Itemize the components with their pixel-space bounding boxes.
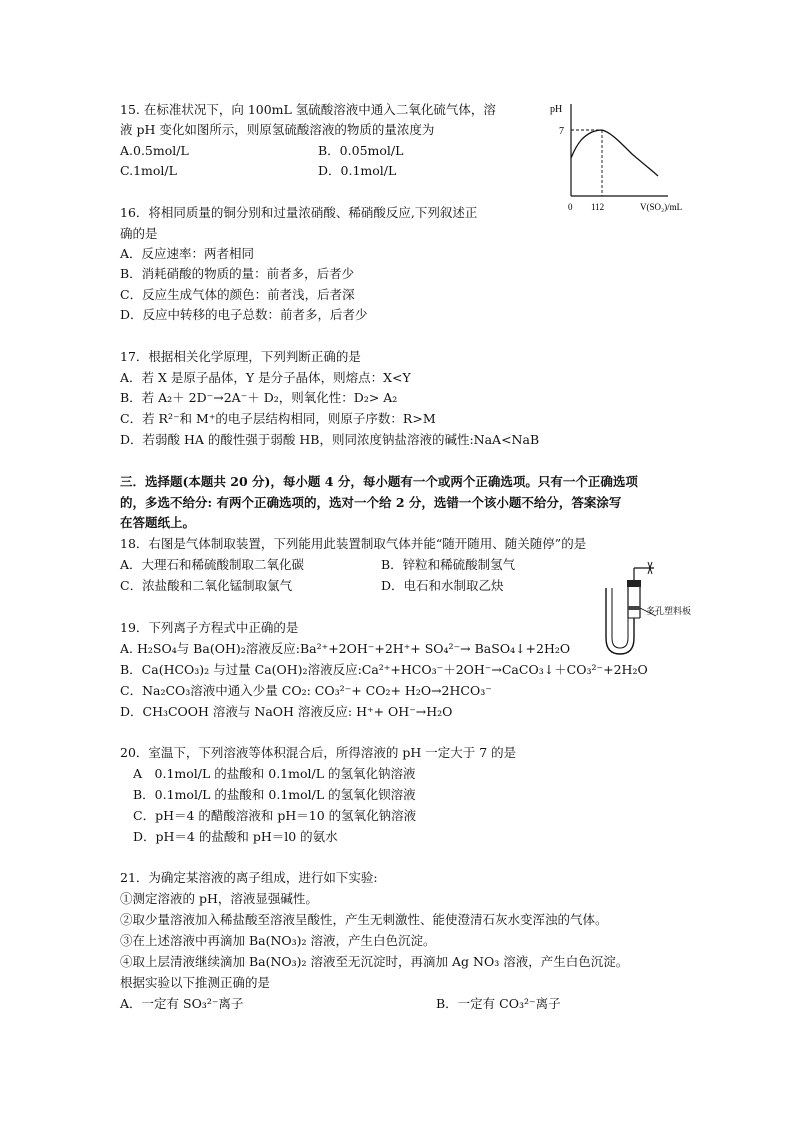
q21-stem: 21．为确定某溶液的离子组成，进行如下实验: (120, 870, 378, 885)
q16-option-a: A．反应速率：两者相同 (120, 246, 255, 261)
ph-graph-x-label: V(SO₂)/mL (640, 202, 683, 212)
q19-option-c: C．Na₂CO₃溶液中通入少量 CO₂: CO₃²⁻+ CO₂+ H₂O→2HCO₃⁻ (120, 683, 492, 698)
ph-graph-x-tick: 112 (591, 202, 605, 212)
q20-option-b: B．0.1mol/L 的盐酸和 0.1mol/L 的氢氧化钡溶液 (133, 787, 416, 802)
q21-step1: ①测定溶液的 pH，溶液显强碱性。 (120, 891, 318, 906)
ph-graph-y-label: pH (550, 104, 563, 115)
stopper-icon (627, 580, 641, 587)
q18-option-d: D．电石和水制取乙炔 (381, 578, 504, 593)
q16-option-c: C．反应生成气体的颜色：前者浅，后者深 (120, 287, 355, 302)
q19-option-a: A. H₂SO₄与 Ba(OH)₂溶液反应:Ba²⁺+2OH⁻+2H⁺+ SO₄²⁻→ BaSO₄↓+2H₂O (120, 641, 571, 656)
q21-option-a: A．一定有 SO₃²⁻离子 (120, 996, 244, 1011)
q18-option-b: B．锌粒和稀硫酸制氢气 (381, 557, 516, 572)
q18-figure-label: 多孔塑料板 (646, 607, 692, 617)
section3-line3: 在答题纸上。 (120, 515, 196, 530)
q21-option-b: B．一定有 CO₃²⁻离子 (436, 996, 561, 1011)
q15-option-b: B．0.05mol/L (318, 143, 404, 158)
q19-option-b: B．Ca(HCO₃)₂ 与过量 Ca(OH)₂溶液反应:Ca²⁺+HCO₃⁻＋2OH⁻→CaCO₃↓＋CO₃²⁻+2H₂O (120, 662, 648, 677)
q17-option-a: A．若 X 是原子晶体，Y 是分子晶体，则熔点：X<Y (120, 370, 411, 385)
q16-stem-line1: 16．将相同质量的铜分别和过量浓硝酸、稀硝酸反应,下列叙述正 (120, 205, 478, 220)
q18-stem: 18．右图是气体制取装置，下列能用此装置制取气体并能“随开随用、随关随停”的是 (120, 536, 587, 551)
ph-graph-x-origin: 0 (568, 202, 573, 212)
q15-option-d: D．0.1mol/L (318, 163, 397, 178)
q21-step3: ③在上述溶液中再滴加 Ba(NO₃)₂ 溶液，产生白色沉淀。 (120, 933, 436, 948)
q17-stem: 17．根据相关化学原理，下列判断正确的是 (120, 349, 361, 364)
q20-stem: 20．室温下，下列溶液等体积混合后，所得溶液的 pH 一定大于 7 的是 (120, 745, 517, 760)
q18-option-a: A．大理石和稀硫酸制取二氧化碳 (120, 557, 305, 572)
q15-stem-line1: 15. 在标准状况下，向 100mL 氢硫酸溶液中通入二氧化硫气体，溶 (120, 102, 496, 117)
ph-graph-y-tick: 7 (559, 126, 564, 137)
q21-conclusion: 根据实验以下推测正确的是 (120, 975, 271, 990)
q20-option-a: A 0.1mol/L 的盐酸和 0.1mol/L 的氢氧化钠溶液 (133, 766, 416, 781)
q19-stem: 19．下列离子方程式中正确的是 (120, 620, 299, 635)
q16-option-b: B．消耗硝酸的物质的量：前者多，后者少 (120, 266, 355, 281)
q19-option-d: D．CH₃COOH 溶液与 NaOH 溶液反应: H⁺+ OH⁻→H₂O (120, 704, 453, 719)
q17-option-c: C．若 R²⁻和 M⁺的电子层结构相同，则原子序数：R>M (120, 411, 436, 426)
q20-option-d: D．pH＝4 的盐酸和 pH＝l0 的氨水 (133, 829, 338, 844)
section3-line1: 三．选择题(本题共 20 分)，每小题 4 分，每小题有一个或两个正确选项。只有一个正确选项 (120, 474, 638, 489)
q17-option-d: D．若弱酸 HA 的酸性强于弱酸 HB，则同浓度钠盐溶液的碱性:NaA<NaB (120, 432, 540, 447)
q20-option-c: C．pH＝4 的醋酸溶液和 pH＝10 的氢氧化钠溶液 (133, 808, 417, 823)
q17-option-b: B．若 A₂＋ 2D⁻→2A⁻＋ D₂，则氧化性：D₂> A₂ (120, 390, 398, 405)
q21-step4: ④取上层清液继续滴加 Ba(NO₃)₂ 溶液至无沉淀时，再滴加 Ag NO₃ 溶液，产生白色沉淀。 (120, 954, 629, 969)
porous-plate-icon (628, 606, 640, 610)
ph-graph-curve (571, 130, 658, 176)
q15-option-a: A.0.5mol/L (120, 143, 189, 158)
q18-option-c: C．浓盐酸和二氧化锰制取氯气 (120, 578, 293, 593)
q21-step2: ②取少量溶液加入稀盐酸至溶液呈酸性，产生无刺激性、能使澄清石灰水变浑浊的气体。 (120, 912, 608, 927)
q15-stem-line2: 液 pH 变化如图所示，则原氢硫酸溶液的物质的量浓度为 (120, 122, 435, 137)
q15-option-c: C.1mol/L (120, 163, 177, 178)
section3-line2: 的，多选不给分: 有两个正确选项的，选对一个给 2 分，选错一个该小题不给分，答案涂写 (120, 495, 622, 510)
ph-graph (548, 96, 698, 216)
q16-stem-line2: 确的是 (120, 226, 158, 241)
q16-option-d: D．反应中转移的电子总数：前者多，后者少 (120, 307, 368, 322)
